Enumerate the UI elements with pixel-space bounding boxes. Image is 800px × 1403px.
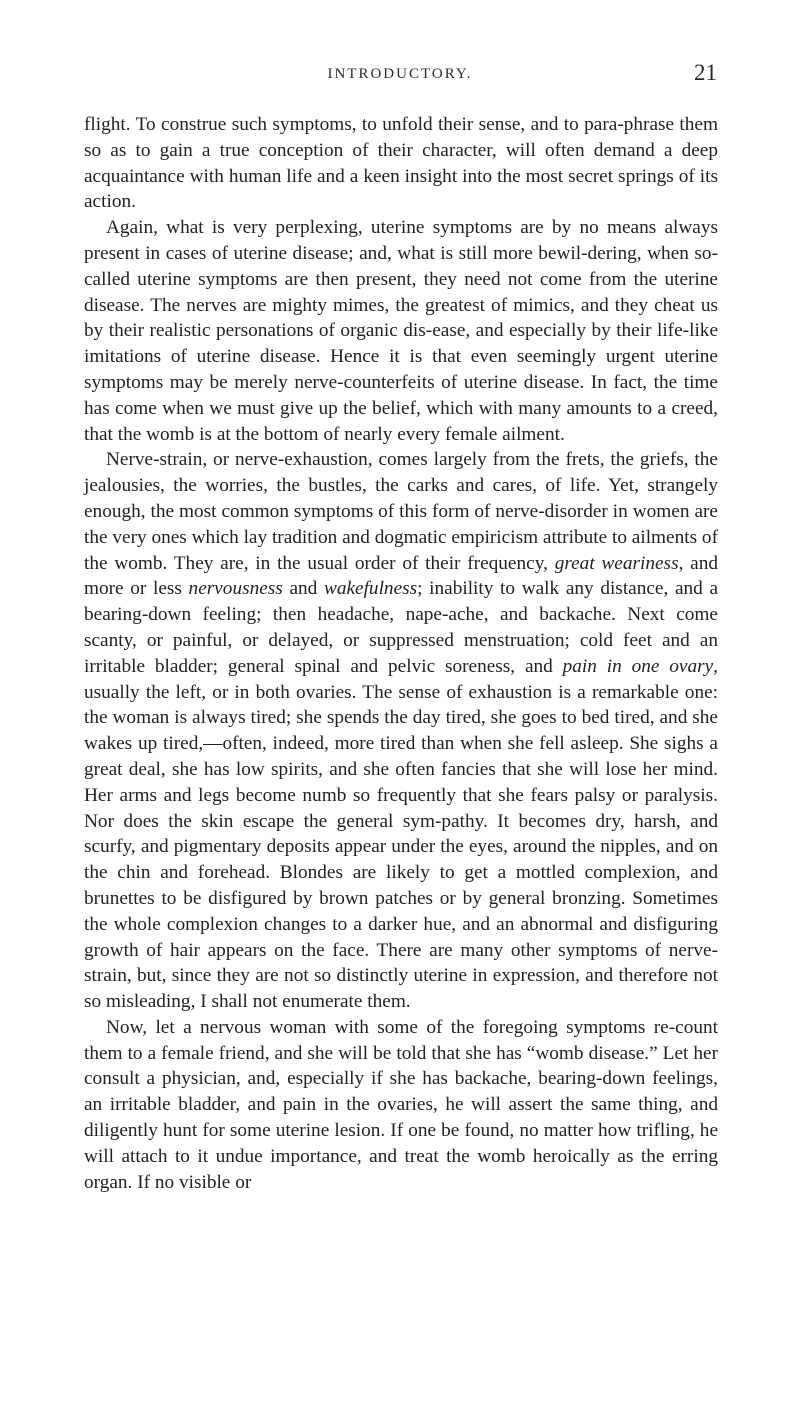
paragraph <box>84 447 718 1015</box>
paragraph <box>84 112 718 215</box>
text-segment: , and more or less <box>84 552 719 600</box>
text-segment: Again, what is very perplexing, uterine symptoms are by no means always present in cases of uterine disease; and, what is still more bewil-dering, when so-called uterine symptoms are then present, they need not come from the uterine disease. The nerves are mighty mimes, the greatest of mimics, and they cheat us by their realistic personations of organic dis-ease, and especially by their life-like imitations of uterine disease. Hence it is that even seemingly urgent uterine symptoms may be merely nerve-counterfeits of uterine disease. In fact, the time has come when we must give up the belief, which with many amounts to a creed, that the womb is at the bottom of nearly every female ailment. <box>84 217 718 445</box>
page-header <box>0 60 800 96</box>
text-segment: and <box>282 578 324 600</box>
body-text <box>84 112 718 1195</box>
italic-text: nervousness <box>188 578 283 600</box>
text-segment: Now, let a nervous woman with some of the foregoing symptoms re-count them to a female friend, and she will be told that she has “womb disease.” Let her consult a physician, and, especially if she has backache, bearing-down feelings, an irritable bladder, and pain in the ovaries, he will assert the same thing, and diligently hunt for some uterine lesion. If one be found, no matter how trifling, he will attach to it undue importance, and treat the womb heroically as the erring organ. If no visible or <box>84 1016 718 1193</box>
text-segment: flight. To construe such symptoms, to unfold their sense, and to para-phrase them so as to gain a true conception of their character, will often demand a deep acquaintance with human life and a keen insight into the most secret springs of its action. <box>84 114 718 213</box>
running-title: INTRODUCTORY. <box>327 66 473 82</box>
italic-text: pain in one ovary <box>562 655 714 677</box>
text-segment: Nerve-strain, or nerve-exhaustion, comes largely from the frets, the griefs, the jealousies, the worries, the bustles, the carks and cares, of life. Yet, strangely enough, the most common symptoms of this form of nerve-disorder in women are the very ones which lay tradition and dogmatic empiricism attribute to ailments of the womb. They are, in the usual order of their frequency, <box>84 449 718 574</box>
text-segment: ; inability to walk any distance, and a bearing-down feeling; then headache, nape-ache, and backache. Next come scanty, or painful, or delayed, or suppressed menstruation; cold feet and an irritable bladder; general spinal and pelvic soreness, and <box>84 578 718 677</box>
paragraph <box>84 1015 718 1196</box>
italic-text: great weariness <box>554 552 679 574</box>
page-number: 21 <box>694 60 717 85</box>
paragraph <box>84 215 718 447</box>
text-segment: , usually the left, or in both ovaries. The sense of exhaustion is a remarkable one: the woman is always tired; she spends the day tired, she goes to bed tired, and she wakes up tired,—often, indeed, more tired than when she fell asleep. She sighs a great deal, she has low spirits, and she often fancies that she will lose her mind. Her arms and legs become numb so frequently that she fears palsy or paralysis. Nor does the skin escape the general sym-pathy. It becomes dry, harsh, and scurfy, and pigmentary deposits appear under the eyes, around the nipples, and on the chin and forehead. Blondes are likely to get a mottled complexion, and brunettes to be disfigured by brown patches or by general bronzing. Sometimes the whole complexion changes to a darker hue, and an abnormal and disfiguring growth of hair appears on the face. There are many other symptoms of nerve-strain, but, since they are not so distinctly uterine in expression, and therefore not so misleading, I shall not enumerate them. <box>84 655 718 1013</box>
italic-text: wakefulness <box>323 578 418 600</box>
